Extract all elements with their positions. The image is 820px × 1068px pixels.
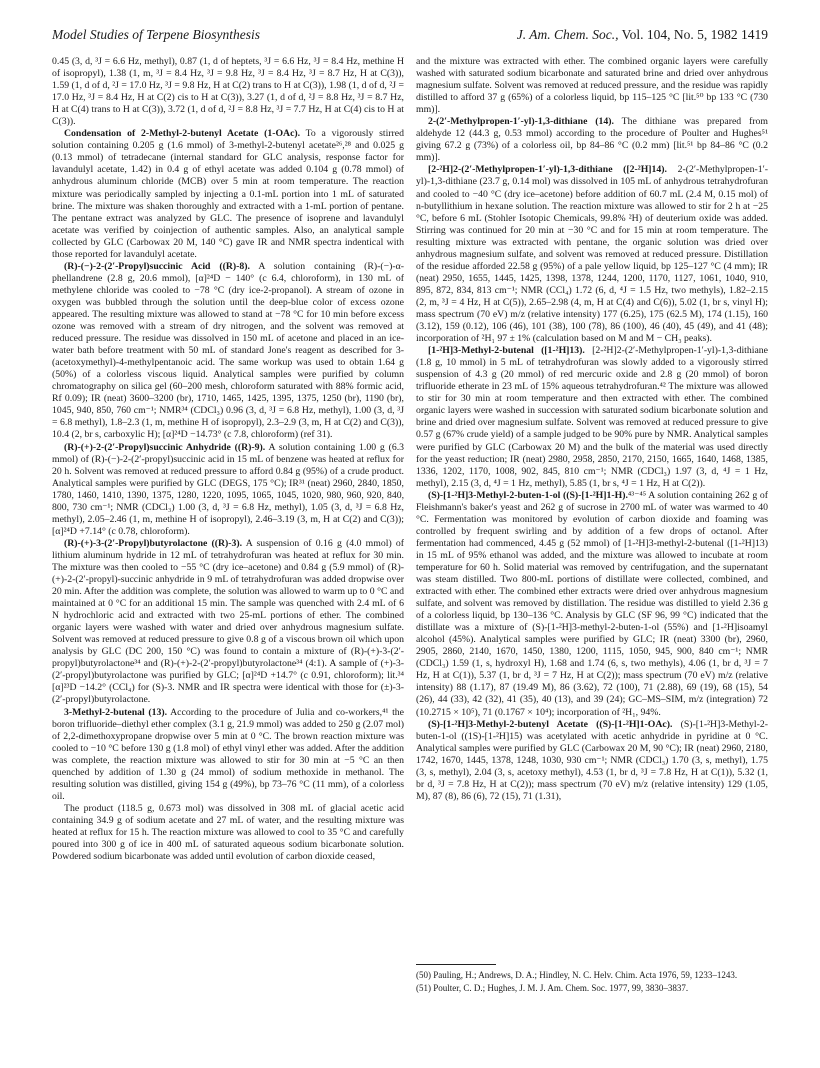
paragraph xyxy=(52,261,404,442)
paragraph xyxy=(52,128,404,261)
paragraph-heading: (R)-(+)-3-(2′-Propyl)butyrolactone ((R)-3). xyxy=(64,537,243,549)
footnote-rule xyxy=(416,964,496,965)
paragraph-text: [2-²H]2-(2′-Methylpropen-1′-yl)-1,3-dithiane (1.8 g, 10 mmol) in 5 mL of tetrahydrofuran was slowly added to a vigorously stirred suspension of 4.3 g (20 mmol) of red mercuric oxide and 2.8 g (20 mmol) of boron trifluoride etherate in 23 mL of 15% aqueous tetrahydrofuran.⁴² The mixture was allowed to stir for 30 min at room temperature and then extracted with ether. The combined organic layers were washed in succession with saturated sodium bicarbonate solution and brine and dried over magnesium sulfate. Solvent was removed at reduced pressure to give 0.57 g (67% crude yield) of a sample judged to be 90% pure by NMR. Analytical samples were purified by GLC (Carbowax 20 M) and the bulk of the material was used directly for the yeast reduction; IR (neat) 2980, 2958, 2850, 2170, 2150, 1665, 1640, 1468, 1385, 1336, 1202, 1170, 1008, 902, 845, 810 cm⁻¹; NMR (CDCl₃) 1.97 (3, d, ⁴J = 1 Hz, methyl), 2.15 (3, d, ⁴J = 1 Hz, methyl), 5.85 (1, br s, ⁴J = 1 Hz, H at C(2)). xyxy=(416,345,768,489)
paragraph-text: ⁴³⁻⁴⁵ A solution containing 262 g of Fleishmann's baker's yeast and 262 g of sucrose in 2700 mL of water was warmed to 40 °C. Fermentation was monitored by evolution of carbon dioxide and foaming was controlled by frequent swirling and by addition of a few drops of octanol. After fermentation had commenced, 4.45 g (52 mmol) of [1-²H]3-methyl-2-butenal ([1-²H]13) in 15 mL of 95% ethanol was added, and the mixture was allowed to incubate at room temperature for 60 h. Solid material was removed by centrifugation, and the supernatant was steam distilled. Two 800-mL portions of distillate were collected, combined, and extracted with ether. The combined ether extracts were dried over anhydrous magnesium sulfate, and solvent was removed by distillation. The residue was distilled to yield 2.36 g of a colorless liquid, bp 130–136 °C. Analysis by GLC (SF 96, 99 °C) indicated that the distillate was a mixture of (S)-[1-²H]3-methyl-2-buten-1-ol (55%) and [1-²H]isoamyl alcohol (45%). Analytical samples were purified by GLC; IR (neat) 3300 (br), 2960, 2905, 2860, 2140, 1670, 1450, 1380, 1200, 1115, 1050, 945, 900, 840 cm⁻¹; NMR (CDCl₃) 1.59 (1, s, hydroxyl H), 1.68 and 1.74 (6, s, two methyls), 4.06 (1, br d, ³J = 7 Hz, H at C(1)), 5.37 (1, br d, ³J = 7 Hz, H at C(2)); mass spectrum (70 eV) m/z (relative intensity) 88 (1.17), 87 (19.49 M), 86 (3.62), 72 (100), 71 (2.88), 69 (19), 68 (15), 54 (26), 44 (33), 42 (32), 41 (35), 40 (13), and 39 (24); GC–MS–SIM, m/z (integration) 72 (10.2715 × 10⁵), 71 (0.1767 × 10⁴); incorporation of ²H₁, 94%. xyxy=(416,489,768,718)
paragraph-text: According to the procedure of Julia and co-workers,⁴¹ the boron trifluoride–diethyl ether complex (3.1 g, 21.9 mmol) was added to 250 g (2.07 mol) of 2,2-dimethoxypropane dropwise over 5 min at 0 °C. The brown reaction mixture was cooled to −10 °C before 130 g (1.8 mol) of ethyl vinyl ether was added. After the addition was complete, the reaction mixture was allowed to stir for 30 min at −5 °C an then quenched by addition of 1.30 g (24 mmol) of sodium methoxide in methanol. The resulting solution was distilled, giving 154 g (49%), bp 73–76 °C (11 mm), of a colorless oil. xyxy=(52,706,404,802)
continued-paragraph xyxy=(52,56,404,128)
paragraph-heading: [1-²H]3-Methyl-2-butenal ([1-²H]13). xyxy=(428,345,585,357)
paragraph-heading: 3-Methyl-2-butenal (13). xyxy=(64,706,168,718)
paragraph-text: 2-(2′-Methylpropen-1′-yl)-1,3-dithiane (23.7 g, 0.14 mol) was dissolved in 105 mL of anhydrous tetrahydrofuran and cooled to −40 °C (dry ice–acetone) before addition of 60.7 mL (2.4 M, 0.15 mol) of n-butyllithium in hexane solution. The reaction mixture was allowed to stir for 2 h at −25 °C, before 6 mL (Stohler Isotopic Chemicals, 99.8% ²H) of deuterium oxide was added. Stirring was continued for 20 min at −30 °C and for 15 min at room temperature. The resulting mixture was extracted with pentane, the organic solution was dried over anhydrous magnesium sulfate, and solvent was removed at reduced pressure. Distillation of the residue afforded 22.58 g (95%) of a pale yellow liquid, bp 125–127 °C (4 mm); IR (neat) 2950, 1655, 1445, 1425, 1398, 1378, 1244, 1200, 1170, 1127, 1061, 1040, 910, 895, 872, 834, 813 cm⁻¹; NMR (CCl₄) 1.72 (6, d, ⁴J = 1.5 Hz, two methyls), 1.82–2.15 (2, m, ³J = 4 Hz, H at C(5)), 2.65–2.98 (4, m, H at C(4) and C(6)), 5.02 (1, br s, vinyl H); mass spectrum (70 eV) m/z (relative intensity) 177 (6.25), 175 (62.5 M), 174 (1.15), 160 (3.12), 159 (0.12), 106 (46), 101 (38), 100 (78), 86 (100), 46 (40), 45 (49), and 41 (48); incorporation of ²H₁ 97 ± 1% (calculation based on M and M − CH₃ peaks). xyxy=(416,164,768,345)
running-header xyxy=(52,27,768,45)
paragraph xyxy=(416,116,768,164)
paragraph-text: 0.45 (3, d, ³J = 6.6 Hz, methyl), 0.87 (1, d of heptets, ³J = 6.6 Hz, ³J = 8.4 Hz, methine H of isopropyl), 1.38 (1, m, ³J = 8.4 Hz, ³J = 9.8 Hz, ³J = 8.4 Hz, ³J = 8.7 Hz, H at C(3)), 1.59 (1, d of d, ²J = 17.0 Hz, ³J = 9.8 Hz, H at C(2) trans to H at C(3)), 1.98 (1, d of d, ²J = 17.0 Hz, ³J = 8.4 Hz, H at C(2) cis to H at C(3)), 3.27 (1, d of d, ²J = 8.8 Hz, ³J = 8.7 Hz, H at C(4) trans to H at C(3)), 3.72 (1, d of d, ²J = 8.8 Hz, ³J = 7.7 Hz, H at C(4) cis to H at C(3)). xyxy=(52,56,404,128)
paragraph-text: To a vigorously stirred solution containing 0.205 g (1.6 mmol) of 3-methyl-2-butenyl acetate²⁶,²⁸ and 0.025 g (0.13 mmol) of tetradecane (internal standard for GLC analysis, response factor for lavandulyl acetate, 1.42) in 0.4 g of ethyl acetate was added 0.104 g (0.78 mmol) of anhydrous aluminum chloride (MCB) over 5 min at room temperature. The reaction mixture was periodically sampled by injecting a 0.1-mL portion into 1 mL of saturated brine. The mixture was shaken thoroughly and extracted with a 1-mL portion of pentane. The pentane extract was analyzed by GLC. The presence of isoprene and lavandulyl acetate was verified by coinjection of authentic samples. Also, an analytical sample collected by GLC (Carbowax 20 M, 140 °C) gave IR and NMR spectra indentical with those reported for lavandulyl acetate. xyxy=(52,128,404,260)
paragraph xyxy=(52,538,404,707)
reference-item: (51) Poulter, C. D.; Hughes, J. M. J. Am. Chem. Soc. 1977, 99, 3830–3837. xyxy=(416,983,689,994)
right-column xyxy=(416,56,768,803)
paragraph-text: and the mixture was extracted with ether. The combined organic layers were carefully washed with saturated sodium bicarbonate and saturated brine and dried over anhydrous magnesium sulfate. Solvent was removed at reduced pressure, and the residue was rapidly distilled to afford 37 g (65%) of a colorless liquid, bp 115–125 °C [lit.⁵⁰ bp 133 °C (730 mm)]. xyxy=(416,56,768,116)
left-column xyxy=(52,56,404,863)
paragraph-text: A solution containing (R)-(−)-α-phellandrene (2.8 g, 20.6 mmol), [α]²⁴D − 140° (c 6.4, chloroform), in 130 mL of methylene chloride was cooled to −78 °C (dry ice-2-propanol). A stream of ozone in oxygen was bubbled through the solution until the deep-blue color of excess ozone appeared. The resulting mixture was allowed to stand at −78 °C for 10 min before excess ozone was removed with a stream of dry nitrogen, and the solvent was removed at reduced pressure. The residue was dissolved in 150 mL of acetone and placed in an ice-water bath before treatment with 50 mL of standard Jone's reagent as described for 3-(acetoxymethyl)-4-methylpentanoic acid. The same workup was used to obtain 1.64 g (50%) of a colorless viscous liquid. Analytical samples were purified by column chromatography on silica gel (60–200 mesh, chloroform saturated with 88% formic acid, Rf 0.09); IR (neat) 3600–3200 (br), 1710, 1465, 1425, 1395, 1375, 1250 (br), 1190 (br), 1045, 940, 850, 760 cm⁻¹; NMR³⁴ (CDCl₃) 0.96 (3, d, ³J = 6.8 Hz, methyl), 1.00 (3, d, ³J = 6.8 methyl), 1.8–2.3 (1, m, methine H of isopropyl), 2.3–2.9 (3, m, H at C(2) and C(3)), 10.4 (2, br s, carboxylic H); [α]²⁴D −14.73° (c 7.8, chloroform) (ref 31). xyxy=(52,260,404,441)
paragraph-heading: (S)-[1-²H]3-Methyl-2-buten-1-ol ((S)-[1-²H]1-H). xyxy=(428,489,628,501)
running-title: Model Studies of Terpene Biosynthesis xyxy=(52,27,260,42)
footnote-references xyxy=(416,964,768,997)
paragraph-text: The product (118.5 g, 0.673 mol) was dissolved in 308 mL of glacial acetic acid containing 34.9 g of sodium acetate and 27 mL of water, and the resulting mixture was heated at reflux for 15 h. The reaction mixture was allowed to cool to 35 °C and carefully poured into 300 g of ice in 400 mL of saturated aqueous sodium bicarbonate solution. Powdered sodium bicarbonate was added until evolution of carbon dioxide ceased, xyxy=(52,802,404,863)
paragraph-text: A solution containing 1.00 g (6.3 mmol) of (R)-(−)-2-(2′-propyl)succinic acid in 15 mL of benzene was heated at reflux for 20 h. Solvent was removed at reduced pressure to afford 0.84 g (95%) of a crude product. Analytical samples were purified by GLC (DEGS, 175 °C); IR³¹ (neat) 2960, 2840, 1850, 1780, 1460, 1410, 1390, 1375, 1280, 1220, 1095, 1065, 1045, 1020, 980, 960, 920, 840, 800, 730 cm⁻¹; NMR (CDCl₃) 1.00 (3, d, ³J = 6.8 Hz, methyl), 1.05 (3, d, ³J = 6.8 Hz, methyl), 2.05–2.46 (1, m, methine H of isopropyl), 2.46–3.19 (3, m, H at C(2) and C(3)); [α]²⁴D +7.14° (c 0.78, chloroform). xyxy=(52,441,405,537)
reference-item: (50) Pauling, H.; Andrews, D. A.; Hindley, N. C. Helv. Chim. Acta 1976, 59, 1233–1243. xyxy=(416,970,738,980)
paragraph xyxy=(52,442,404,538)
paragraph-heading: Condensation of 2-Methyl-2-butenyl Acetate (1-OAc). xyxy=(64,128,301,140)
continued-paragraph xyxy=(416,56,768,116)
paragraph xyxy=(416,490,768,719)
paragraph xyxy=(416,345,768,490)
paragraph xyxy=(52,803,404,863)
paragraph-heading: (R)-(+)-2-(2′-Propyl)succinic Anhydride ((R)-9). xyxy=(64,441,266,453)
paragraph-heading: (R)-(−)-2-(2′-Propyl)succinic Acid ((R)-8). xyxy=(64,260,250,272)
paragraph xyxy=(52,707,404,803)
paragraph-text: A suspension of 0.16 g (4.0 mmol) of lithium aluminum hydride in 12 mL of tetrahydrofuran was heated at reflux for 30 min. The mixture was then cooled to −55 °C (dry ice–acetone) and 0.84 g (5.9 mmol) of (R)-(+)-2-(2′-propyl)-succinic anhydride in 9 mL of tetrahydrofuran was added dropwise over 20 min. After the addition was complete, the solution was allowed to warm up to 0 °C and maintained at 0 °C for an additional 15 min. The sample was quenched with 2.4 mL of 6 N hydrochloric acid and extracted with two 25-mL portions of ether. The combined organic layers were washed with water and dried over anhydrous magnesium sulfate. Solvent was removed at reduced pressure to give 0.8 g of a viscous brown oil which upon analysis by GLC (DC 200, 150 °C) was found to contain a mixture of (R)-(+)-3-(2′-propyl)butyrolactone³⁴ and (R)-(+)-2-(2′-propyl)butyrolactone³⁴ (4:1). A sample of (+)-3-(2′-propyl)butyrolactone was purified by GLC; [α]²⁴D +14.7° (c 0.91, chloroform); lit.³⁴ [α]²³D −14.2° (CCl₄) for (S)-3. NMR and IR spectra were identical with those for (±)-3-(2′-propyl)butyrolactone. xyxy=(52,537,404,706)
paragraph-text: (S)-[1-²H]3-Methyl-2-buten-1-ol ((1S)-[1-²H]15) was acetylated with acetic anhydride in pyridine at 0 °C. Analytical samples were purified by GLC (Carbowax 20 M, 90 °C); IR (neat) 2960, 2180, 1742, 1670, 1445, 1378, 1248, 1030, 930 cm⁻¹; NMR (CDCl₃) 1.70 (3, s, methyl), 1.75 (3, s, methyl), 2.04 (3, s, acetoxy methyl), 4.53 (1, br d, ³J = 7.8 Hz, H at C(1)), 5.32 (1, br d, ³J = 7.8 Hz, H at C(2)); mass spectrum (70 eV) m/z (relative intensity) 129 (1.05, M), 87 (8), 86 (6), 72 (15), 71 (1.31), xyxy=(416,718,768,802)
paragraph-heading: 2-(2′-Methylpropen-1′-yl)-1,3-dithiane (14). xyxy=(428,116,614,128)
paragraph xyxy=(416,719,768,803)
paragraph-text: The dithiane was prepared from aldehyde 12 (44.3 g, 0.53 mmol) according to the procedure of Poulter and Hughes⁵¹ giving 67.2 g (73%) of a colorless oil, bp 84–86 °C (0.2 mm) [lit.⁵¹ bp 84–86 °C (0.2 mm)]. xyxy=(416,116,769,164)
paragraph-heading: [2-²H]2-(2′-Methylpropen-1′-yl)-1,3-dithiane ([2-²H]14). xyxy=(428,164,667,176)
journal-citation xyxy=(517,27,768,43)
paragraph-heading: (S)-[1-²H]3-Methyl-2-butenyl Acetate ((S)-[1-²H]1-OAc). xyxy=(428,718,673,730)
journal-name: J. Am. Chem. Soc., xyxy=(516,27,619,42)
paragraph xyxy=(416,164,768,345)
volume-issue-page: Vol. 104, No. 5, 1982 1419 xyxy=(618,27,768,42)
